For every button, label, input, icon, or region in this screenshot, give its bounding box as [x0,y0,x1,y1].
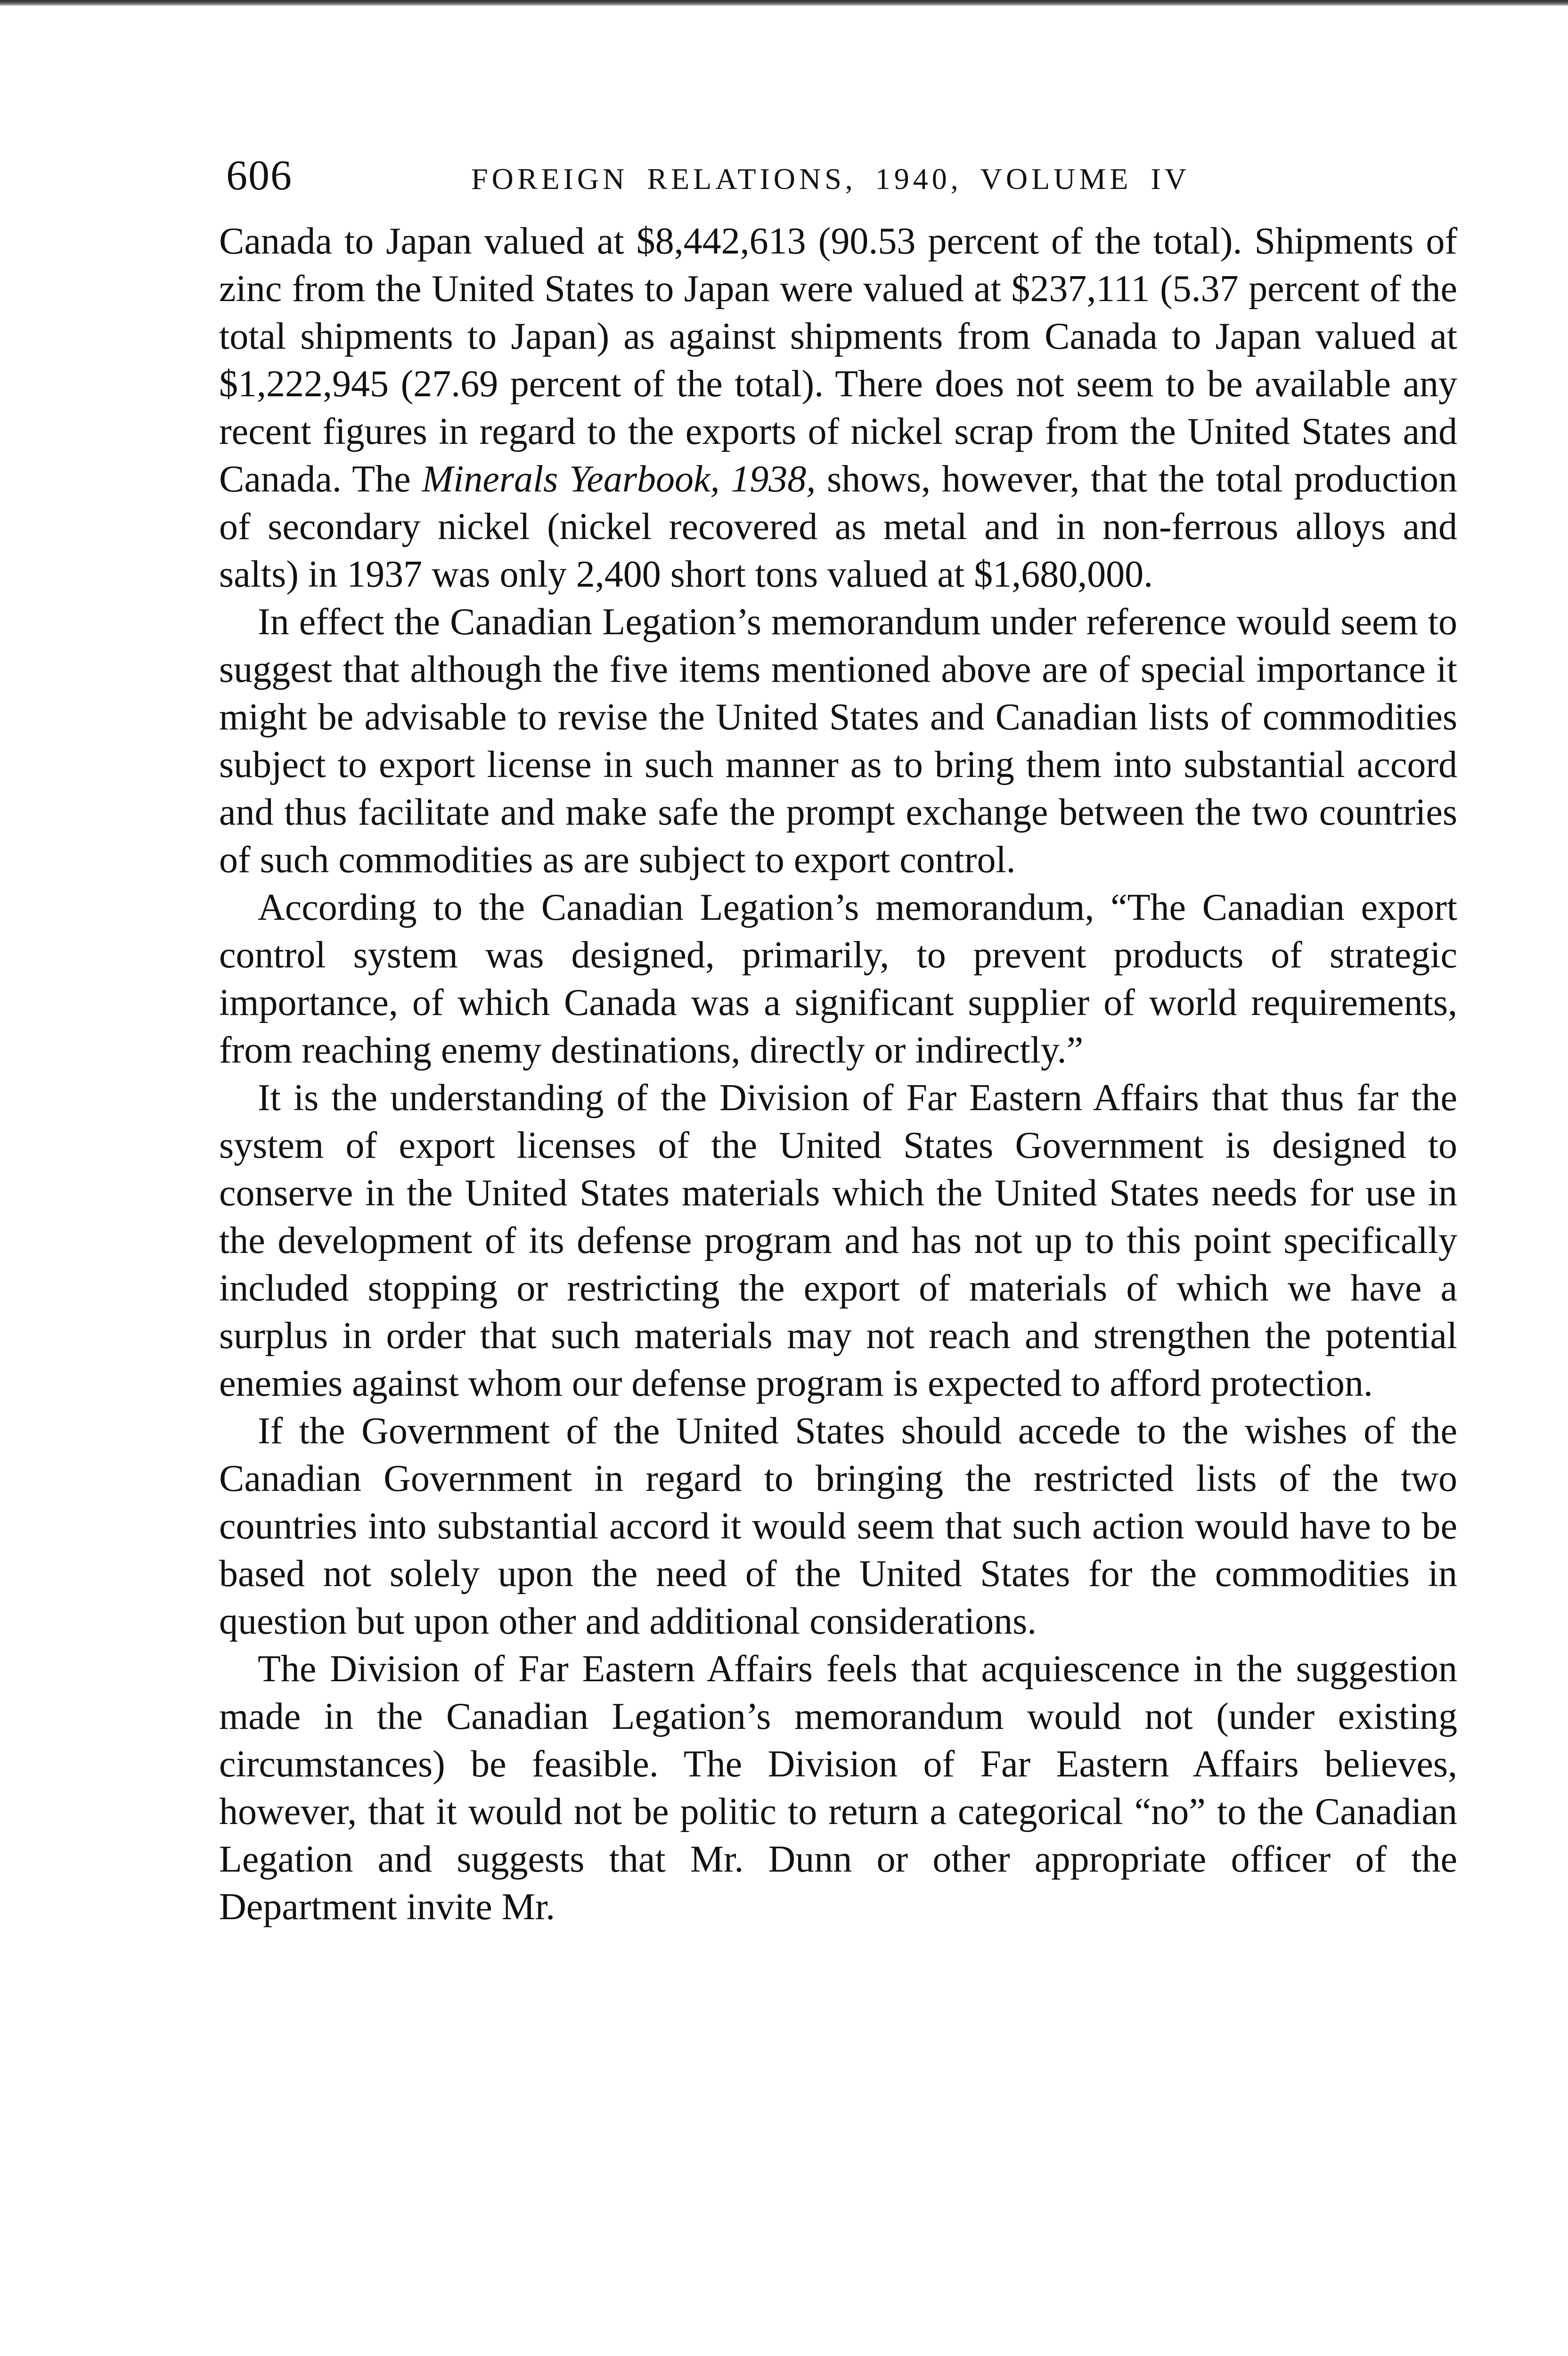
paragraph: It is the understanding of the Division of Far Eastern Affairs that thus far the system of export licenses of the United States Government is designed to conserve in the United States materials which the United States needs for use in the development of its defense program and has not up to this point specifically included stopping or restricting the export of materials of which we have a surplus in order that such materials may not reach and strengthen the potential enemies against whom our defense program is expected to afford protection. [219,1077,1457,1404]
body-text [219,218,1457,1931]
paragraph: According to the Canadian Legation’s memorandum, “The Canadian export control system was designed, primarily, to prevent products of strategic importance, of which Canada was a significant supplier of world requirements, from reaching enemy destinations, directly or indirectly.” [219,887,1457,1071]
page-number: 606 [226,152,293,199]
paragraph-text: shows, however, that the total production of secondary nickel (nickel recovered as metal and in non-ferrous alloys and salts) in 1937 was only 2,400 short tons valued at $1,680,000. [219,458,1458,595]
publication-title: Minerals Yearbook, 1938, [422,458,816,500]
running-head [226,150,1461,206]
paragraph-continuation [219,218,1457,598]
paragraph: If the Government of the United States should accede to the wishes of the Canadian Government in regard to bringing the restricted lists of the two countries into substantial accord it would seem that such action would have to be based not solely upon the need of the United States for the commodities in question but upon other and additional considerations. [219,1410,1457,1642]
paragraph-text: Canada to Japan valued at $8,442,613 (90.53 percent of the total). Shipments of zinc from the United States to Japan were valued at $237,111 (5.37 percent of the total shipments to Japan) as against shipments from Canada to Japan valued at $1,222,945 (27.69 percent of the total). There does not seem to be available any recent figures in regard to the exports of nickel scrap from the United States and Canada. The [219,221,1457,500]
running-title: FOREIGN RELATIONS, 1940, VOLUME IV [471,162,1190,196]
paragraph: In effect the Canadian Legation’s memorandum under reference would seem to suggest that although the five items mentioned above are of special importance it might be advisable to revise the United States and Canadian lists of commodities subject to export license in such manner as to bring them into substantial accord and thus facilitate and make safe the prompt exchange between the two countries of such commodities as are subject to export control. [219,601,1457,881]
paragraph: The Division of Far Eastern Affairs feels that acquiescence in the suggestion made in the Canadian Legation’s memorandum would not (under existing circumstances) be feasible. The Division of Far Eastern Affairs believes, however, that it would not be politic to return a categorical “no” to the Canadian Legation and suggests that Mr. Dunn or other appropriate officer of the Department invite Mr. [219,1648,1457,1928]
page-top-edge [0,0,1568,6]
